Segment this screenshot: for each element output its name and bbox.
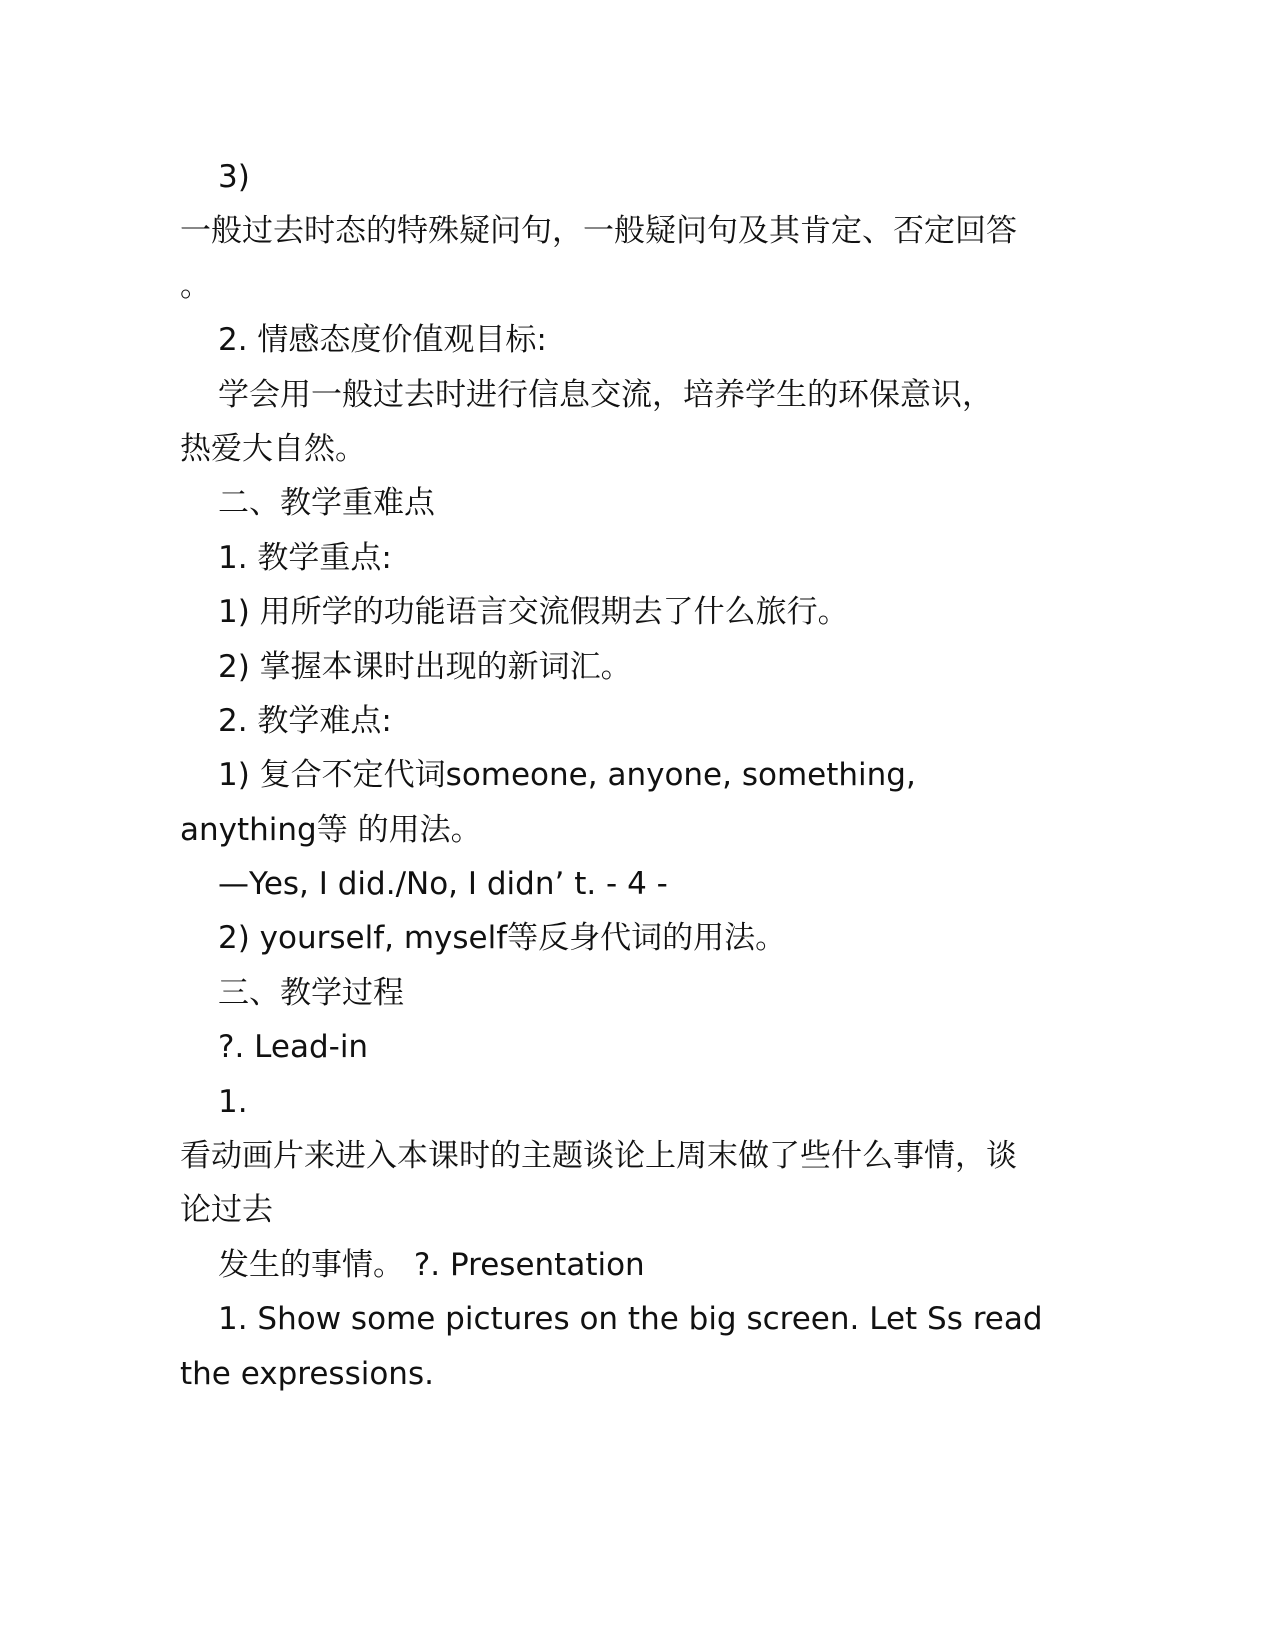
text-line: anything等 的用法。	[180, 811, 482, 848]
text-line: 3)	[218, 159, 250, 195]
list-item: 1.	[218, 1083, 248, 1120]
section-heading: 2. 教学难点:	[218, 702, 392, 739]
list-item: 1) 用所学的功能语言交流假期去了什么旅行。	[218, 594, 849, 631]
text-line: 一般过去时态的特殊疑问句，一般疑问句及其肯定、否定回答	[180, 213, 1017, 250]
list-item: 2) yourself, myself等反身代词的用法。	[218, 920, 787, 957]
list-item: 2) 掌握本课时出现的新词汇。	[218, 648, 632, 685]
section-heading: ?. Lead-in	[218, 1029, 369, 1066]
text-line: 热爱大自然。	[180, 430, 366, 467]
document-body	[180, 150, 1090, 1401]
text-line: 发生的事情。 ?. Presentation	[218, 1246, 645, 1283]
list-item: 1. Show some pictures on the big screen. Let Ss read	[218, 1301, 1043, 1338]
section-heading: 三、教学过程	[218, 974, 404, 1011]
section-heading: 1. 教学重点:	[218, 539, 392, 576]
section-heading: 2. 情感态度价值观目标:	[218, 322, 547, 359]
text-line: the expressions.	[180, 1355, 434, 1392]
list-item: 1) 复合不定代词someone, anyone, something,	[218, 757, 916, 794]
section-heading: 二、教学重难点	[218, 485, 435, 522]
text-line: 。	[180, 267, 211, 304]
text-line: 学会用一般过去时进行信息交流，培养学生的环保意识，	[218, 376, 993, 413]
text-line: 看动画片来进入本课时的主题谈论上周末做了些什么事情，谈	[180, 1138, 1017, 1175]
text-line: —Yes, I did./No, I didn’ t. - 4 -	[218, 866, 668, 903]
text-line: 论过去	[180, 1192, 273, 1229]
